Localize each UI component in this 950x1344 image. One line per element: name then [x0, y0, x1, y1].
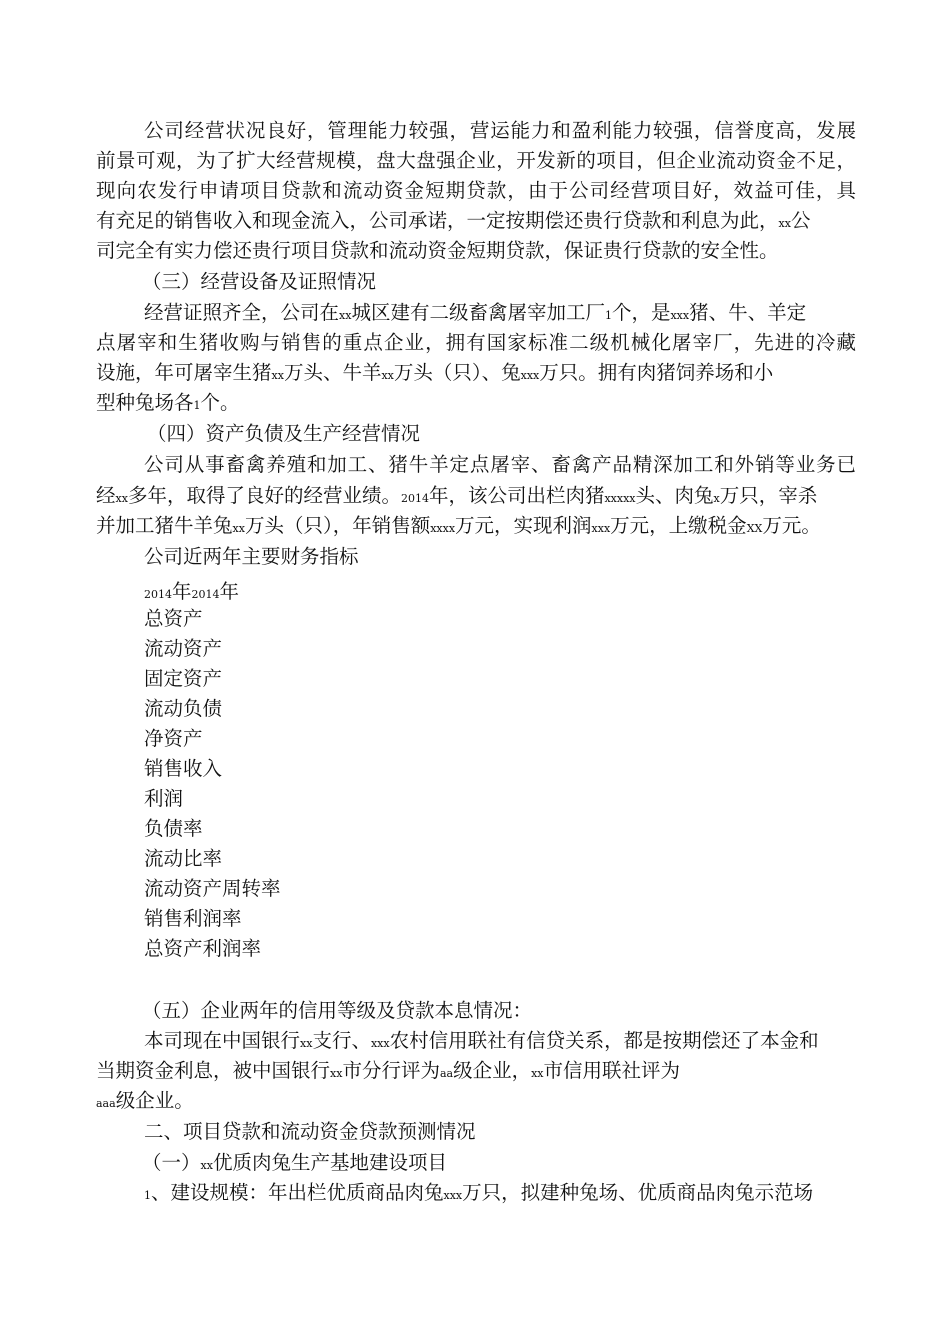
text: 设施，年可屠宰生猪	[96, 361, 272, 384]
year-mark: 2014	[400, 492, 429, 505]
placeholder-mark: x	[713, 492, 720, 505]
fin-row-label: 利润	[144, 787, 184, 810]
text: 万头、牛羊	[283, 361, 382, 384]
para2-line1	[144, 298, 806, 328]
text: 万只，拟建种兔场、优质商品肉兔示范场	[462, 1181, 814, 1204]
text: 头、肉兔	[635, 484, 714, 507]
text: 市信用联社评为	[543, 1059, 681, 1082]
para3-line3	[96, 511, 821, 541]
placeholder-mark: xxx	[591, 522, 611, 535]
placeholder-mark: xx	[115, 492, 128, 505]
grade-mark: aaa	[96, 1097, 116, 1110]
section-heading-3: （三）经营设备及证照情况	[142, 270, 377, 293]
placeholder-mark: xxxx	[430, 522, 456, 535]
para3-line2	[96, 481, 817, 511]
para1-line1: 公司经营状况良好，管理能力较强，营运能力和盈利能力较强，信誉度高，发展	[144, 119, 856, 142]
list-item-1	[144, 1178, 813, 1208]
placeholder-mark: XX	[746, 522, 763, 535]
text: 个。	[200, 391, 240, 414]
text: 个，是	[611, 301, 671, 324]
text: 城区建有二级畜禽屠宰加工厂	[351, 301, 605, 324]
text: 多年，取得了良好的经营业绩。	[127, 484, 401, 507]
text: 万只，宰杀	[719, 484, 818, 507]
para4-line3	[96, 1086, 194, 1116]
fin-row-label: 销售利润率	[144, 907, 242, 930]
text: （一）	[142, 1151, 201, 1174]
text: 支行、	[312, 1029, 371, 1052]
text: 当期资金利息，被中国银行	[96, 1059, 331, 1082]
fin-row-label: 销售收入	[144, 757, 223, 780]
para1-line5: 司完全有实力偿还贵行项目贷款和流动资金短期贷款，保证贵行贷款的安全性。	[96, 239, 779, 262]
fin-row-label: 总资产	[144, 607, 203, 630]
section-heading-5: （五）企业两年的信用等级及贷款本息情况：	[142, 999, 533, 1022]
fin-table-year-header	[144, 577, 239, 607]
placeholder-mark: xx	[381, 369, 394, 382]
fin-row-label: 净资产	[144, 727, 203, 750]
placeholder-mark: xx	[778, 217, 791, 230]
grade-mark: aa	[439, 1067, 454, 1080]
text: 并加工猪牛羊兔	[96, 514, 233, 537]
placeholder-mark: xx	[330, 1067, 343, 1080]
fin-row-label: 固定资产	[144, 667, 223, 690]
para2-line4	[96, 388, 240, 418]
section-heading-2: 二、项目贷款和流动资金贷款预测情况	[144, 1120, 476, 1143]
para3-line4: 公司近两年主要财务指标	[144, 545, 359, 568]
placeholder-mark: xx	[300, 1037, 313, 1050]
text: 经营证照齐全，公司在	[144, 301, 340, 324]
fin-row-label: 流动资产周转率	[144, 877, 281, 900]
para2-line2: 点屠宰和生猪收购与销售的重点企业，拥有国家标准二级机械化屠宰厂，先进的冷藏	[96, 331, 856, 354]
fin-row-label: 总资产利润率	[144, 937, 262, 960]
text: 级企业。	[115, 1089, 194, 1112]
para4-line2	[96, 1056, 680, 1086]
placeholder-mark: xxx	[670, 309, 690, 322]
fin-row-label: 流动比率	[144, 847, 223, 870]
text: 有充足的销售收入和现金流入，公司承诺，一定按期偿还贵行贷款和利息为此，	[96, 209, 779, 232]
placeholder-mark: xxx	[443, 1189, 463, 1202]
year-mark: 2014	[144, 588, 172, 601]
fin-row-label: 流动负债	[144, 697, 223, 720]
text: 型种兔场各	[96, 391, 194, 414]
text: 经	[96, 484, 116, 507]
placeholder-mark: xxx	[520, 369, 540, 382]
section-heading-4: （四）资产负债及生产经营情况	[147, 422, 421, 445]
text: 猪、牛、羊定	[689, 301, 807, 324]
placeholder-mark: xx	[200, 1159, 213, 1172]
text: 市分行评为	[342, 1059, 440, 1082]
text: 优质肉兔生产基地建设项目	[212, 1151, 447, 1174]
text: 、建设规模：年出栏优质商品肉兔	[151, 1181, 444, 1204]
placeholder-mark: xx	[271, 369, 284, 382]
text: 万元。	[762, 514, 821, 537]
text: 万元，实现利润	[455, 514, 592, 537]
subsection-heading-1	[142, 1148, 447, 1178]
para1-line4	[96, 206, 810, 236]
number-mark: 1	[604, 309, 612, 322]
fin-row-label: 负债率	[144, 817, 203, 840]
para2-line3	[96, 358, 773, 388]
number-mark: 1	[144, 1189, 151, 1202]
para3-line1: 公司从事畜禽养殖和加工、猪牛羊定点屠宰、畜禽产品精深加工和外销等业务已	[144, 453, 856, 476]
placeholder-mark: xxxxx	[604, 492, 636, 505]
number-mark: 1	[193, 399, 201, 412]
placeholder-mark: xx	[339, 309, 352, 322]
placeholder-mark: xx	[531, 1067, 544, 1080]
para1-line2: 前景可观，为了扩大经营规模，盘大盘强企业，开发新的项目，但企业流动资金不足，	[96, 149, 856, 172]
text: 万头（只），年销售额	[244, 514, 431, 537]
text: 公	[790, 209, 811, 232]
para1-line3: 现向农发行申请项目贷款和流动资金短期贷款，由于公司经营项目好，效益可佳，具	[96, 179, 856, 202]
text: 万头（只）、兔	[393, 361, 521, 384]
text: 本司现在中国银行	[144, 1029, 301, 1052]
placeholder-mark: xx	[232, 522, 245, 535]
text: 万只。拥有肉猪饲养场和小	[539, 361, 774, 384]
text: 年	[219, 580, 240, 603]
text: 级企业，	[453, 1059, 532, 1082]
text: 年	[172, 580, 192, 603]
text: 年，该公司出栏肉猪	[428, 484, 605, 507]
placeholder-mark: xxx	[370, 1037, 390, 1050]
fin-row-label: 流动资产	[144, 637, 223, 660]
text: 农村信用联社有信贷关系，都是按期偿还了本金和	[389, 1029, 819, 1052]
text: 万元，上缴税金	[610, 514, 747, 537]
para4-line1	[144, 1026, 819, 1056]
year-mark: 2014	[191, 588, 220, 601]
